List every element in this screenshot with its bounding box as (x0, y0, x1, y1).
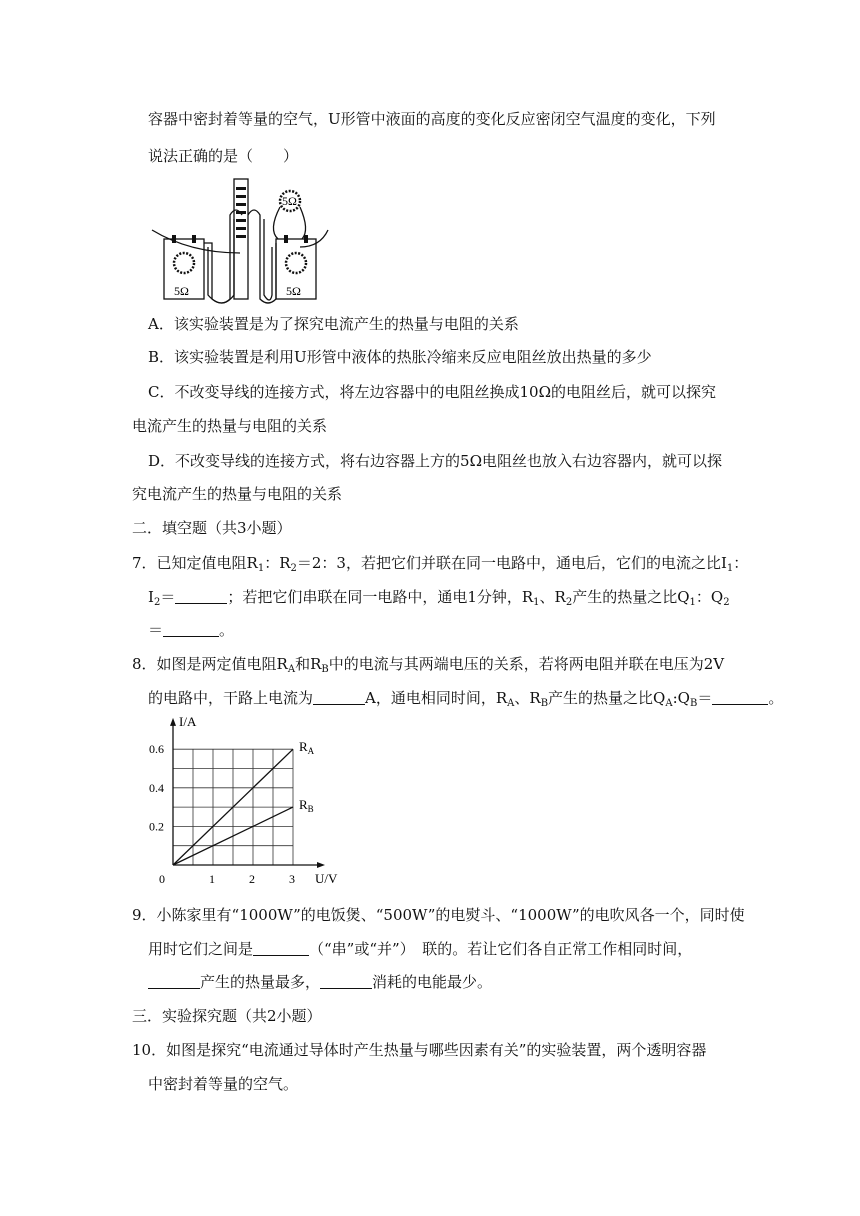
section3-heading: 三．实验探究题（共2小题） (132, 1007, 322, 1025)
x-tick-label: 2 (249, 872, 255, 886)
x-tick-label: 3 (289, 872, 295, 886)
x-tick-label: 1 (209, 872, 215, 886)
apparatus-drawing (150, 175, 330, 305)
q10-line1: 10．如图是探究“电流通过导体时产生热量与哪些因素有关”的实验装置，两个透明容器 (132, 1041, 707, 1059)
q6-option-d-line1: D．不改变导线的连接方式，将右边容器上方的5Ω电阻丝也放入右边容器内，就可以探 (148, 452, 723, 470)
q9-line2: 用时它们之间是 （“串”或“并”） 联的。若让它们各自正常工作相同时间， (148, 940, 693, 958)
q9-connection-blank[interactable] (253, 941, 309, 956)
q7-heat-ratio-blank[interactable] (163, 622, 219, 637)
q9-line1: 9．小陈家里有“1000W”的电饭煲、“500W”的电熨斗、“1000W”的电吹风各一个，同时使 (132, 906, 745, 924)
x-tick-label: 0 (159, 872, 165, 886)
left-resistor-label: 5Ω (174, 284, 189, 298)
y-tick-label: 0.6 (149, 742, 164, 757)
iu-graph-figure (145, 717, 355, 896)
q6-option-d-line2: 究电流产生的热量与电阻的关系 (132, 485, 343, 503)
q8-heat-ratio-blank[interactable] (712, 690, 768, 705)
q8-line1: 8．如图是两定值电阻$R_A$和$R_B$中的电流与其两端电压的关系，若将两电阻并联在电压为2V (132, 655, 725, 675)
q6-stem-line1: 容器中密封着等量的空气，U形管中液面的高度的变化反应密闭空气温度的变化，下列 (148, 110, 716, 128)
q8-line2: 的电路中，干路上电流为 A，通电相同时间，$R_A$、$R_B$产生的热量之比$Q_A:Q_B=$ 。 (148, 689, 784, 709)
q9-line3: 产生的热量最多， 消耗的电能最少。 (148, 972, 492, 992)
q6-option-b: B．该实验装置是利用U形管中液体的热胀冷缩来反应电阻丝放出热量的多少 (148, 348, 652, 366)
q9-least-energy-blank[interactable] (320, 974, 372, 989)
series-label-rb: $R_B$ (299, 797, 314, 815)
q7-line1: 7．已知定值电阻$R_1$：$R_2=2$：3，若把它们并联在同一电路中，通电后，它们的电流之比$I_1$： (132, 554, 749, 574)
q7-line3: ＝ 。 (148, 621, 235, 639)
y-tick-label: 0.4 (149, 780, 164, 795)
iu-graph (145, 717, 355, 892)
q8-current-blank[interactable] (313, 690, 365, 705)
x-axis-label: U/V (315, 871, 338, 886)
top-resistor-label: 5Ω (282, 194, 297, 208)
q7-current-ratio-blank[interactable] (175, 589, 227, 604)
joule-heating-apparatus-figure (150, 175, 330, 309)
series-label-ra: $R_A$ (299, 739, 315, 757)
section2-heading: 二．填空题（共3小题） (132, 519, 292, 537)
q6-option-c-line1: C．不改变导线的连接方式，将左边容器中的电阻丝换成10Ω的电阻丝后，就可以探究 (148, 383, 717, 401)
q7-line2: $I_2=$ ；若把它们串联在同一电路中，通电1分钟，$R_1$、$R_2$产生的热量之比$Q_1$：$Q_2$ (148, 588, 730, 608)
y-tick-label: 0.2 (149, 819, 164, 834)
q9-most-heat-blank[interactable] (148, 974, 200, 989)
q6-option-a: A．该实验装置是为了探究电流产生的热量与电阻的关系 (148, 315, 519, 333)
q6-option-c-line2: 电流产生的热量与电阻的关系 (132, 417, 328, 435)
y-axis-arrow (170, 718, 176, 726)
y-axis-label: I/A (179, 717, 197, 729)
q10-line2: 中密封着等量的空气。 (148, 1075, 299, 1093)
q6-stem-line2: 说法正确的是（ ） (148, 147, 299, 165)
x-axis-arrow (317, 862, 325, 868)
right-resistor-label: 5Ω (286, 284, 301, 298)
